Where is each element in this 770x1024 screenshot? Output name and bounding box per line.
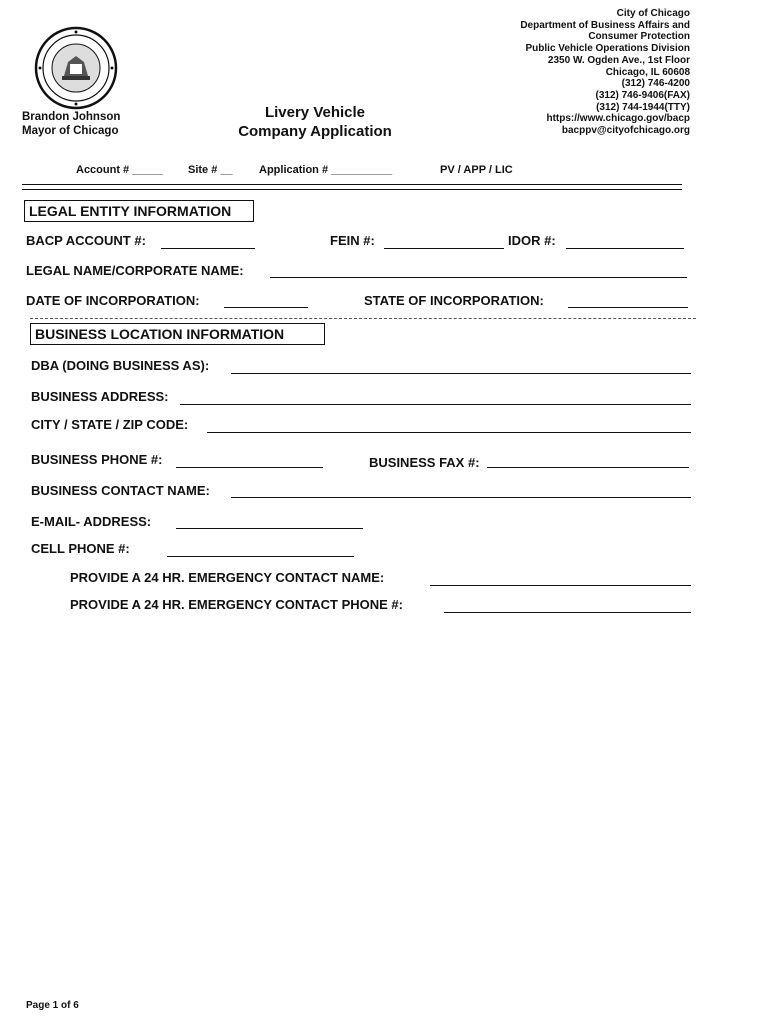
mayor-block — [22, 110, 120, 138]
email-link[interactable]: bacppv@cityofchicago.org — [561, 125, 690, 137]
legal-name-field[interactable] — [270, 277, 687, 278]
address-line: Department of Business Affairs and — [520, 19, 690, 31]
business-contact-field[interactable] — [231, 497, 691, 498]
email-label: E-MAIL- ADDRESS: — [31, 514, 152, 529]
emergency-phone-field[interactable] — [444, 612, 691, 613]
city-seal-logo — [34, 26, 118, 110]
department-address — [520, 8, 690, 137]
email-field[interactable] — [176, 528, 363, 529]
header-rule-top — [22, 184, 682, 185]
dba-field[interactable] — [231, 373, 691, 374]
state-incorporation-field[interactable] — [568, 307, 688, 308]
idor-field[interactable] — [566, 248, 684, 249]
account-number: Account # _____ — [76, 164, 163, 176]
address-line: City of Chicago — [616, 8, 690, 19]
pv-app-lic: PV / APP / LIC — [440, 164, 513, 176]
emergency-name-label: PROVIDE A 24 HR. EMERGENCY CONTACT NAME: — [70, 570, 385, 585]
bacp-account-field[interactable] — [161, 248, 255, 249]
business-fax-label: BUSINESS FAX #: — [369, 455, 480, 470]
emergency-phone-label: PROVIDE A 24 HR. EMERGENCY CONTACT PHONE #: — [70, 597, 403, 612]
fein-label: FEIN #: — [330, 233, 375, 248]
application-number: Application # __________ — [259, 164, 393, 176]
cell-phone-field[interactable] — [167, 556, 354, 557]
city-state-zip-label: CITY / STATE / ZIP CODE: — [31, 417, 189, 432]
address-line: (312) 746-9406(FAX) — [595, 89, 690, 101]
address-line: (312) 746-4200 — [621, 78, 690, 90]
address-line: (312) 744-1944(TTY) — [596, 101, 690, 113]
address-line: Consumer Protection — [588, 31, 690, 43]
legal-entity-heading: LEGAL ENTITY INFORMATION — [24, 200, 254, 222]
cell-phone-label: CELL PHONE #: — [31, 541, 130, 556]
business-contact-label: BUSINESS CONTACT NAME: — [31, 483, 210, 498]
address-line: Public Vehicle Operations Division — [525, 43, 690, 55]
site-number: Site # __ — [188, 164, 233, 176]
emergency-name-field[interactable] — [430, 585, 691, 586]
business-phone-field[interactable] — [176, 467, 323, 468]
fein-field[interactable] — [384, 248, 504, 249]
document-title — [210, 103, 420, 141]
dba-label: DBA (DOING BUSINESS AS): — [31, 358, 210, 373]
title-line-2: Company Application — [238, 123, 392, 140]
website-link[interactable]: https://www.chicago.gov/bacp — [546, 113, 690, 125]
title-line-1: Livery Vehicle — [264, 104, 366, 121]
page-number: Page 1 of 6 — [26, 1000, 79, 1011]
address-line: 2350 W. Ogden Ave., 1st Floor — [547, 54, 690, 66]
idor-label: IDOR #: — [508, 233, 556, 248]
mayor-title: Mayor of Chicago — [22, 125, 119, 137]
address-line: Chicago, IL 60608 — [605, 66, 690, 78]
business-fax-field[interactable] — [487, 467, 689, 468]
date-incorporation-label: DATE OF INCORPORATION: — [26, 293, 200, 308]
state-incorporation-label: STATE OF INCORPORATION: — [364, 293, 544, 308]
business-location-heading: BUSINESS LOCATION INFORMATION — [30, 323, 325, 345]
section-divider — [30, 318, 696, 319]
mayor-name: Brandon Johnson — [22, 111, 121, 123]
date-incorporation-field[interactable] — [224, 307, 308, 308]
city-state-zip-field[interactable] — [207, 432, 691, 433]
business-phone-label: BUSINESS PHONE #: — [31, 452, 163, 467]
legal-name-label: LEGAL NAME/CORPORATE NAME: — [26, 263, 244, 278]
bacp-account-label: BACP ACCOUNT #: — [26, 233, 146, 248]
business-address-field[interactable] — [180, 404, 691, 405]
business-address-label: BUSINESS ADDRESS: — [31, 389, 169, 404]
header-rule-bottom — [22, 189, 682, 190]
